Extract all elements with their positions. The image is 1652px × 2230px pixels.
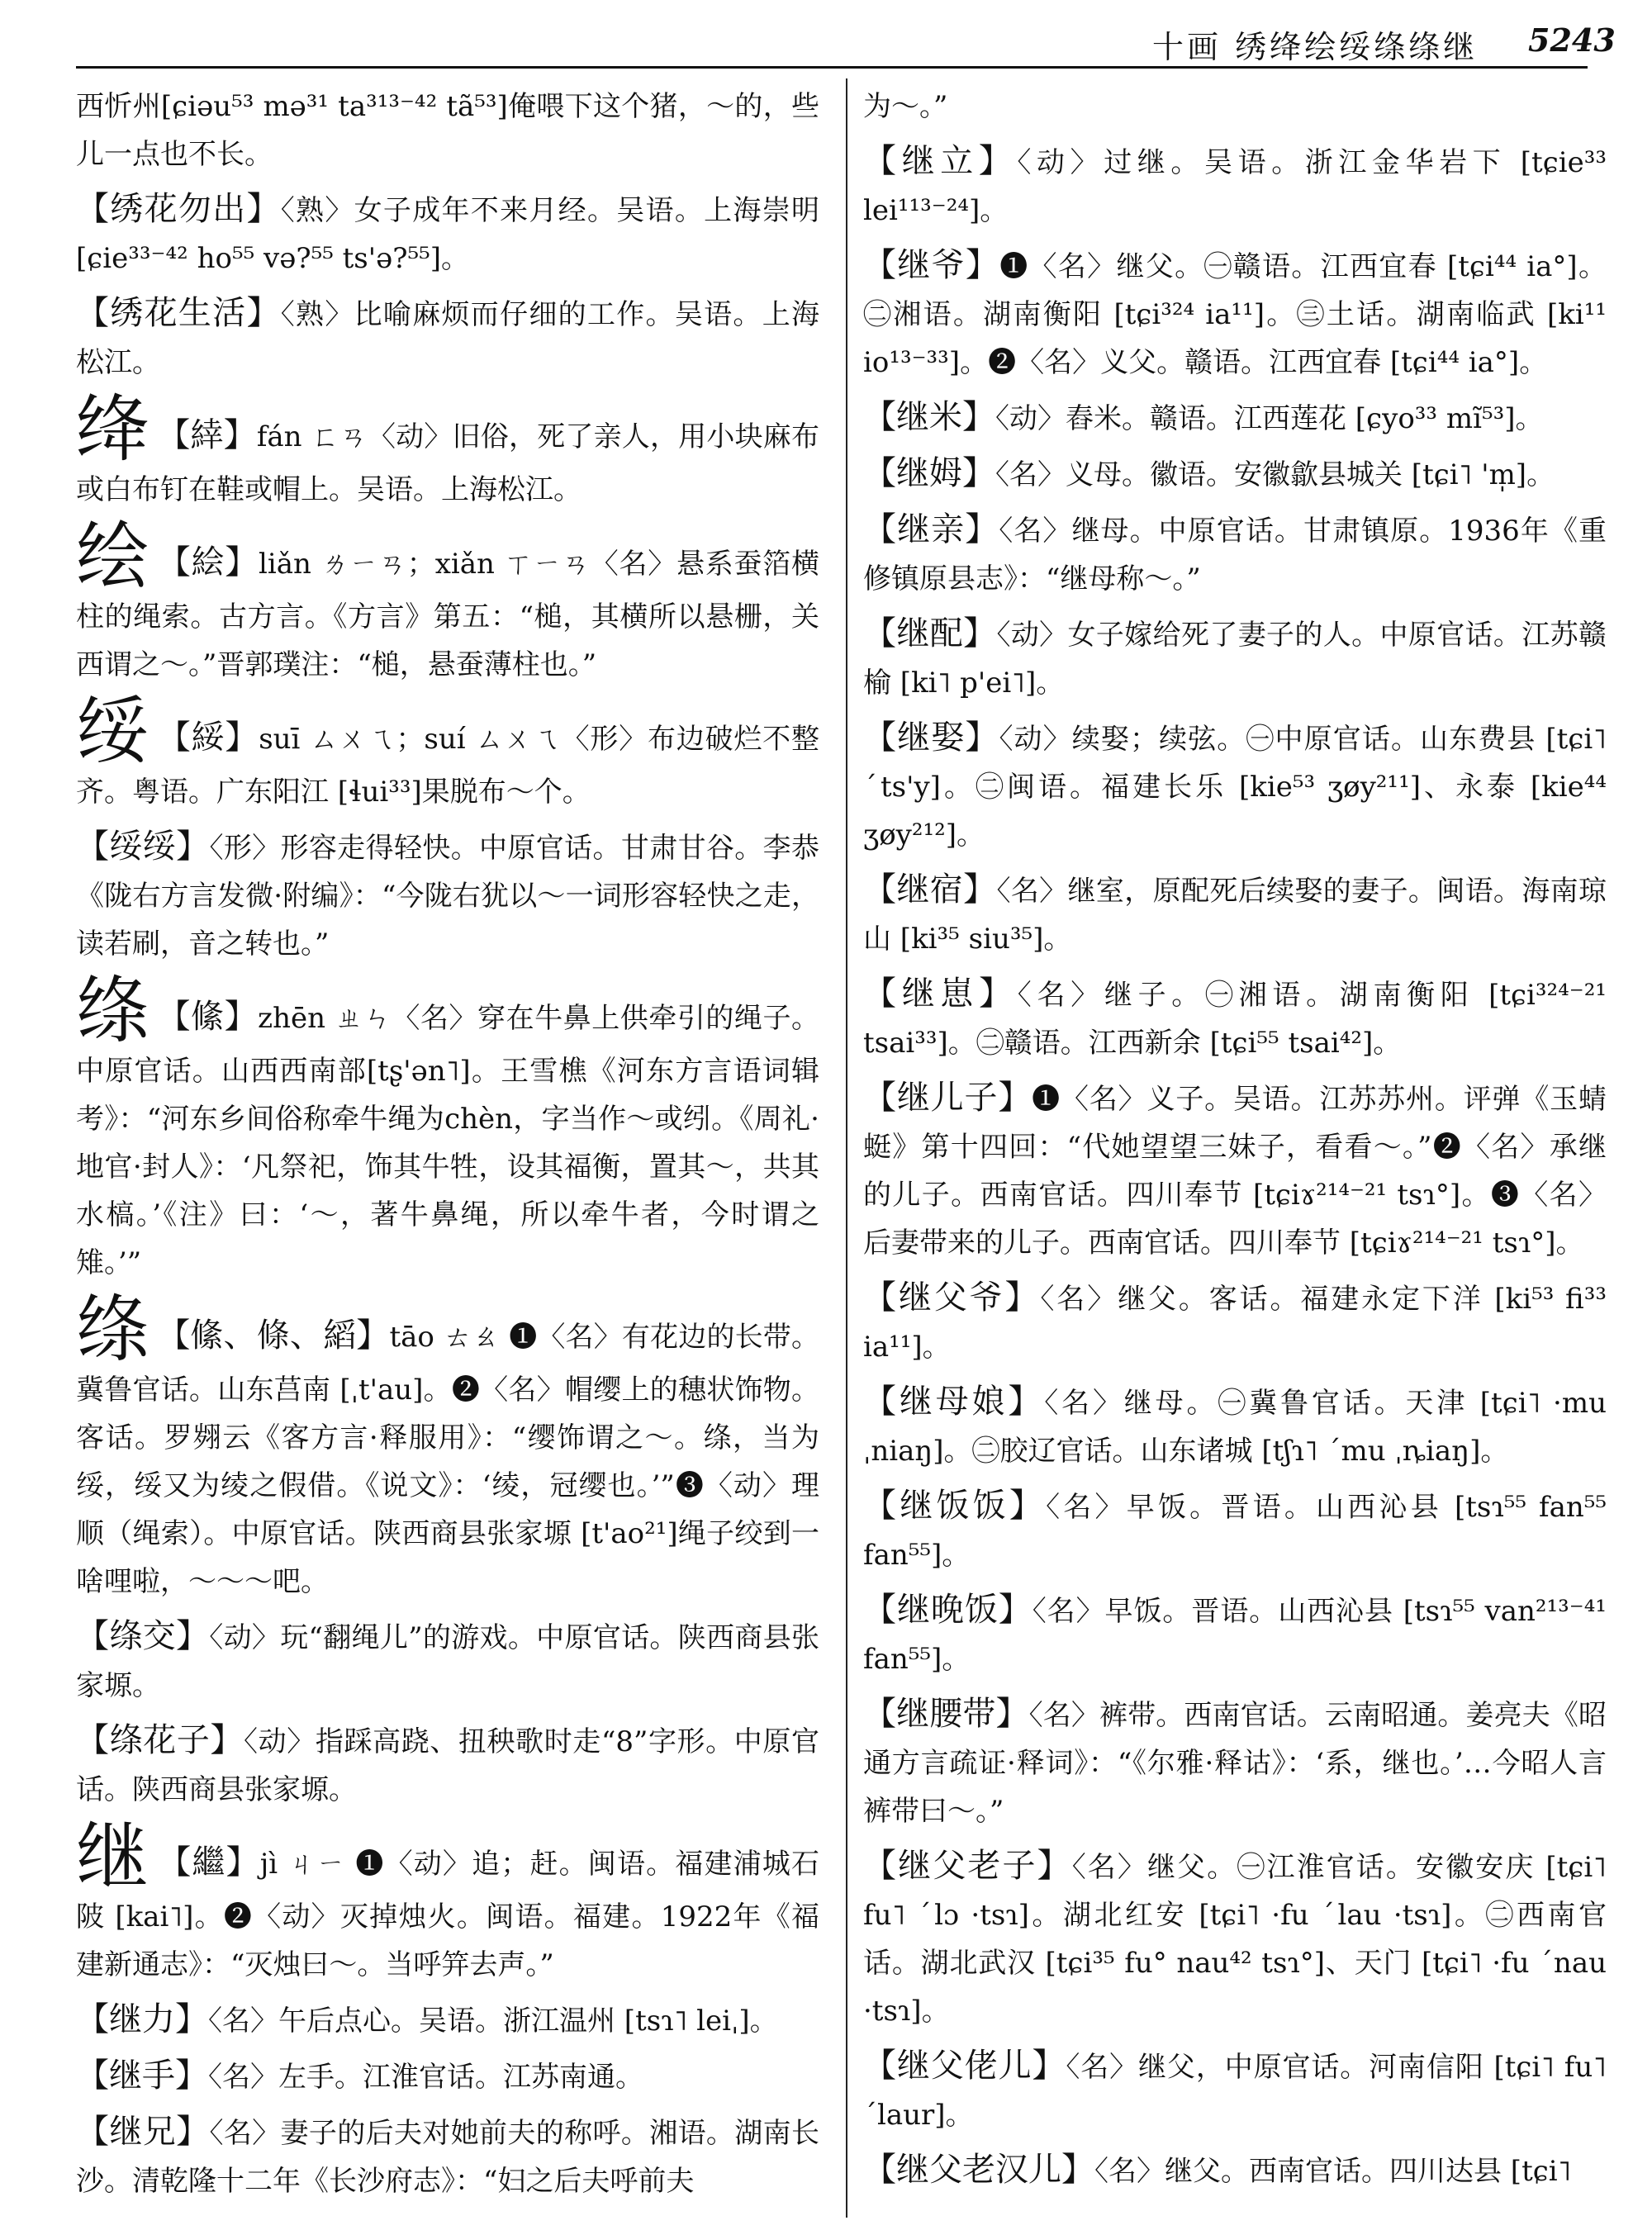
- entry-headword: 【继手】: [76, 2057, 208, 2095]
- sub-entry: [76, 2052, 819, 2101]
- headword-entry: [76, 689, 819, 816]
- entry-definition: 〈名〉早饭。晋语。山西沁县 [tsɿ⁵⁵ van²¹³⁻⁴¹ fan⁵⁵]。: [863, 1595, 1607, 1676]
- entry-definition: ❶〈名〉义子。吴语。江苏苏州。评弹《玉蜻蜓》第十四回：“代她望望三妹子，看看～。”❷〈名〉承继的儿子。西南官话。四川奉节 [tɕiɤ²¹⁴⁻²¹ tsɿ°]。❸〈名〉后妻带来的儿子。西南官话。四川奉节 [tɕiɤ²¹⁴⁻²¹ tsɿ°]。: [863, 1083, 1607, 1260]
- entry-headword: 【继腰带】: [863, 1695, 1029, 1733]
- entry-definition: 〈名〉继父。西南官话。四川达县 [tɕi˥: [1094, 2155, 1572, 2188]
- entry-headword: 【绣花生活】: [76, 294, 281, 332]
- entry-headword: 【继崽】: [863, 975, 1018, 1013]
- chapter-heading: 十画 绣绛绘绥绦绦继: [1152, 29, 1479, 65]
- entry-definition: fán ㄈㄢ〈动〉旧俗，死了亲人，用小块麻布或白布钉在鞋或帽上。吴语。上海松江。: [76, 420, 819, 506]
- entry-definition: 〈熟〉比喻麻烦而仔细的工作。吴语。上海松江。: [76, 298, 819, 379]
- sub-entry: [863, 714, 1607, 859]
- entry-definition: ❶〈名〉继父。㊀赣语。江西宜春 [tɕi⁴⁴ ia°]。㊁湘语。湖南衡阳 [tɕi³²⁴ ia¹¹]。㊂土话。湖南临武 [ki¹¹ io¹³⁻³³]。❷〈名〉义父。赣语。江西宜春 [tɕi⁴⁴ ia°]。: [863, 250, 1607, 379]
- entry-definition: 〈动〉玩“翻绳儿”的游戏。中原官话。陕西商县张家塬。: [76, 1621, 819, 1702]
- column-divider: [846, 78, 847, 2218]
- continued-text: [76, 83, 819, 178]
- entry-definition: suī ㄙㄨㄟ；suí ㄙㄨㄟ〈形〉布边破烂不整齐。粤语。广东阳江 [ɬui³³]果脱布～个。: [76, 723, 819, 809]
- sub-entry: [863, 1074, 1607, 1267]
- entry-headword: 【继亲】: [863, 510, 999, 548]
- entry-headword: 【緈】: [157, 416, 257, 454]
- sub-entry: [76, 289, 819, 387]
- entry-definition: 〈动〉舂米。赣语。江西莲花 [ɕyo³³ mĩ⁵³]。: [995, 402, 1544, 435]
- page-header: [0, 15, 1652, 64]
- sub-entry: [863, 241, 1607, 387]
- entry-definition: zhēn ㄓㄣ〈名〉穿在牛鼻上供牵引的绳子。中原官话。山西西南部[tʂ'ən˥]。王雪樵《河东方言语词辑考》：“河东乡间俗称牵牛绳为chèn，字当作～或纼。《周礼·地官·封人》：‘凡祭祀，饰其牛牲，设其福衡，置其～，共其水槁。’《注》曰：‘～，著牛鼻绳，所以牵牛者，今时谓之雉。’”: [76, 1002, 819, 1279]
- sub-entry: [863, 866, 1607, 963]
- entry-headword: 【絛】: [157, 998, 259, 1036]
- entry-headword: 【继饭饭】: [863, 1487, 1047, 1525]
- entry-definition: 〈动〉指踩高跷、扭秧歌时走“8”字形。中原官话。陕西商县张家塬。: [76, 1725, 819, 1806]
- sub-entry: [863, 2042, 1607, 2139]
- headword-character: 绛: [76, 387, 150, 472]
- headword-character: 绥: [76, 689, 150, 774]
- headword-entry: [76, 387, 819, 514]
- headword-character: 继: [76, 1814, 150, 1899]
- entry-definition: 〈名〉继父。㊀江淮官话。安徽安庆 [tɕi˥ fu˥ ˊlɔ ·tsɿ]。湖北红安 [tɕi˥ ·fu ˊlau ·tsɿ]。㊁西南官话。湖北武汉 [tɕi³⁵ fu° nau⁴² tsɿ°]、天门 [tɕi˥ ·fu ˊnau ·tsɿ]。: [863, 1851, 1607, 2028]
- entry-definition: 〈名〉妻子的后夫对她前夫的称呼。湘语。湖南长沙。清乾隆十二年《长沙府志》：“妇之后夫呼前夫: [76, 2117, 819, 2198]
- entry-definition: 〈名〉继室，原配死后续娶的妻子。闽语。海南琼山 [ki³⁵ siu³⁵]。: [863, 875, 1607, 956]
- entry-definition: 〈名〉义母。徽语。安徽歙县城关 [tɕi˥ 'm̩]。: [995, 458, 1555, 491]
- entry-definition: 〈名〉早饭。晋语。山西沁县 [tsɿ⁵⁵ fan⁵⁵ fan⁵⁵]。: [863, 1491, 1607, 1572]
- entry-definition: 〈动〉过继。吴语。浙江金华岩下 [tɕie³³ lei¹¹³⁻²⁴]。: [863, 146, 1607, 227]
- headword-entry: [76, 1814, 819, 1989]
- sub-entry: [863, 1378, 1607, 1475]
- sub-entry: [76, 823, 819, 968]
- entry-headword: 【絵】: [157, 543, 259, 581]
- entry-definition: tāo ㄊㄠ ❶〈名〉有花边的长带。冀鲁官话。山东莒南 [ˌt'au]。❷〈名〉帽缨上的穗状饰物。客话。罗翙云《客方言·释服用》：“缨饰谓之～。绦，当为绥，绥又为绫之假借。《说文》：‘绫，冠缨也。’”❸〈动〉理顺（绳索）。中原官话。陕西商县张家塬 [t'ao²¹]绳子绞到一啥哩啦，～～～吧。: [76, 1321, 819, 1598]
- entry-headword: 【绦交】: [76, 1617, 210, 1655]
- entry-headword: 【继配】: [863, 614, 997, 652]
- sub-entry: [863, 449, 1607, 499]
- entry-headword: 【继兄】: [76, 2113, 210, 2151]
- entry-definition: 〈动〉女子嫁给死了妻子的人。中原官话。江苏赣榆 [ki˥ p'ei˥]。: [863, 619, 1607, 700]
- sub-entry: [76, 185, 819, 282]
- entry-headword: 【继儿子】: [863, 1079, 1032, 1117]
- sub-entry: [863, 610, 1607, 707]
- entry-definition: 为～。”: [863, 90, 948, 123]
- headword-character: 绘: [76, 514, 150, 599]
- entry-definition: 〈名〉继母。中原官话。甘肃镇原。1936年《重修镇原县志》：“继母称～。”: [863, 515, 1607, 595]
- entry-headword: 【继爷】: [863, 246, 1000, 284]
- entry-definition: 〈名〉继母。㊀冀鲁官话。天津 [tɕi˥ ·mu ˌniaŋ]。㊁胶辽官话。山东诸城 [tʃɿ˥ ˊmu ˌȵiaŋ]。: [863, 1387, 1607, 1468]
- sub-entry: [76, 1612, 819, 1710]
- entry-headword: 【继立】: [863, 142, 1018, 180]
- entry-definition: 〈熟〉女子成年不来月经。吴语。上海崇明 [ɕie³³⁻⁴² ho⁵⁵ və?⁵⁵ ts'ə?⁵⁵]。: [76, 194, 819, 275]
- sub-entry: [863, 1586, 1607, 1683]
- entry-definition: 西忻州[ɕiəu⁵³ mə³¹ ta³¹³⁻⁴² tã⁵³]俺喂下这个猪，～的，些儿一点也不长。: [76, 90, 819, 171]
- sub-entry: [76, 2108, 819, 2205]
- sub-entry: [863, 1482, 1607, 1579]
- headword-character: 绦: [76, 1287, 150, 1372]
- sub-entry: [863, 1690, 1607, 1835]
- headword-entry: [76, 968, 819, 1287]
- entry-definition: 〈动〉续娶；续弦。㊀中原官话。山东费县 [tɕi˥ ˊts'y]。㊁闽语。福建长乐 [kie⁵³ ʒøy²¹¹]、永泰 [kie⁴⁴ ʒøy²¹²]。: [863, 723, 1607, 852]
- entry-headword: 【绦花子】: [76, 1721, 244, 1759]
- headword-entry: [76, 1287, 819, 1606]
- entry-headword: 【继母娘】: [863, 1383, 1045, 1421]
- entry-definition: 〈名〉左手。江淮官话。江苏南通。: [208, 2061, 643, 2094]
- entry-headword: 【继米】: [863, 398, 995, 436]
- entry-definition: 〈名〉继父。客话。福建永定下洋 [ki⁵³ fi³³ ia¹¹]。: [863, 1283, 1607, 1364]
- sub-entry: [863, 1274, 1607, 1371]
- entry-headword: 【继父爷】: [863, 1279, 1041, 1317]
- right-column: [863, 83, 1607, 2213]
- entry-definition: 〈名〉继子。㊀湘语。湖南衡阳 [tɕi³²⁴⁻²¹ tsai³³]。㊁赣语。江西新余 [tɕi⁵⁵ tsai⁴²]。: [863, 979, 1607, 1060]
- entry-definition: liǎn ㄌㄧㄢ；xiǎn ㄒㄧㄢ〈名〉悬系蚕箔横柱的绳索。古方言。《方言》第五：“槌，其横所以悬栅，关西谓之～。”晋郭璞注：“槌，悬蚕薄柱也。”: [76, 548, 819, 681]
- continued-text: [863, 83, 1607, 130]
- entry-headword: 【继晚饭】: [863, 1591, 1032, 1629]
- headword-character: 绦: [76, 968, 150, 1053]
- sub-entry: [863, 393, 1607, 443]
- left-column: [76, 83, 819, 2213]
- entry-headword: 【继力】: [76, 2000, 208, 2038]
- entry-headword: 【继父老汉儿】: [863, 2151, 1094, 2189]
- sub-entry: [863, 970, 1607, 1067]
- entry-definition: jì ㄐㄧ ❶〈动〉追；赶。闽语。福建浦城石陂 [kai˥]。❷〈动〉灭掉烛火。闽语。福建。1922年《福建新通志》：“灭烛曰～。当呼笄去声。”: [76, 1848, 819, 1981]
- page-number: 5243: [1528, 21, 1616, 59]
- entry-headword: 【继父佬儿】: [863, 2047, 1066, 2085]
- headword-entry: [76, 514, 819, 689]
- entry-headword: 【绥绥】: [76, 828, 210, 866]
- sub-entry: [863, 137, 1607, 235]
- entry-headword: 【继姆】: [863, 454, 995, 492]
- entry-definition: 〈名〉继父，中原官话。河南信阳 [tɕi˥ fu˥ ˊlaur]。: [863, 2051, 1607, 2132]
- header-rule: [76, 66, 1588, 69]
- entry-headword: 【絛、條、縚】: [157, 1317, 390, 1355]
- entry-definition: 〈形〉形容走得轻快。中原官话。甘肃甘谷。李恭《陇右方言发微·附编》：“今陇右犹以～一词形容轻快之走，读若刷，音之转也。”: [76, 832, 819, 961]
- entry-headword: 【繼】: [158, 1843, 260, 1881]
- sub-entry: [863, 1842, 1607, 2035]
- entry-definition: 〈名〉午后点心。吴语。浙江温州 [tsɿ˥ leiˌ]。: [208, 2005, 778, 2038]
- entry-headword: 【继宿】: [863, 871, 997, 909]
- sub-entry: [863, 2146, 1607, 2195]
- entry-headword: 【绣花勿出】: [76, 190, 281, 228]
- entry-headword: 【綏】: [157, 719, 259, 757]
- sub-entry: [863, 505, 1607, 603]
- entry-headword: 【继父老子】: [863, 1847, 1072, 1885]
- entry-headword: 【继娶】: [863, 719, 999, 757]
- sub-entry: [76, 1716, 819, 1814]
- entry-definition: 〈名〉裤带。西南官话。云南昭通。姜亮夫《昭通方言疏证·释词》：“《尔雅·释诂》：‘系，继也。’…今昭人言裤带曰～。”: [863, 1699, 1607, 1828]
- sub-entry: [76, 1995, 819, 2045]
